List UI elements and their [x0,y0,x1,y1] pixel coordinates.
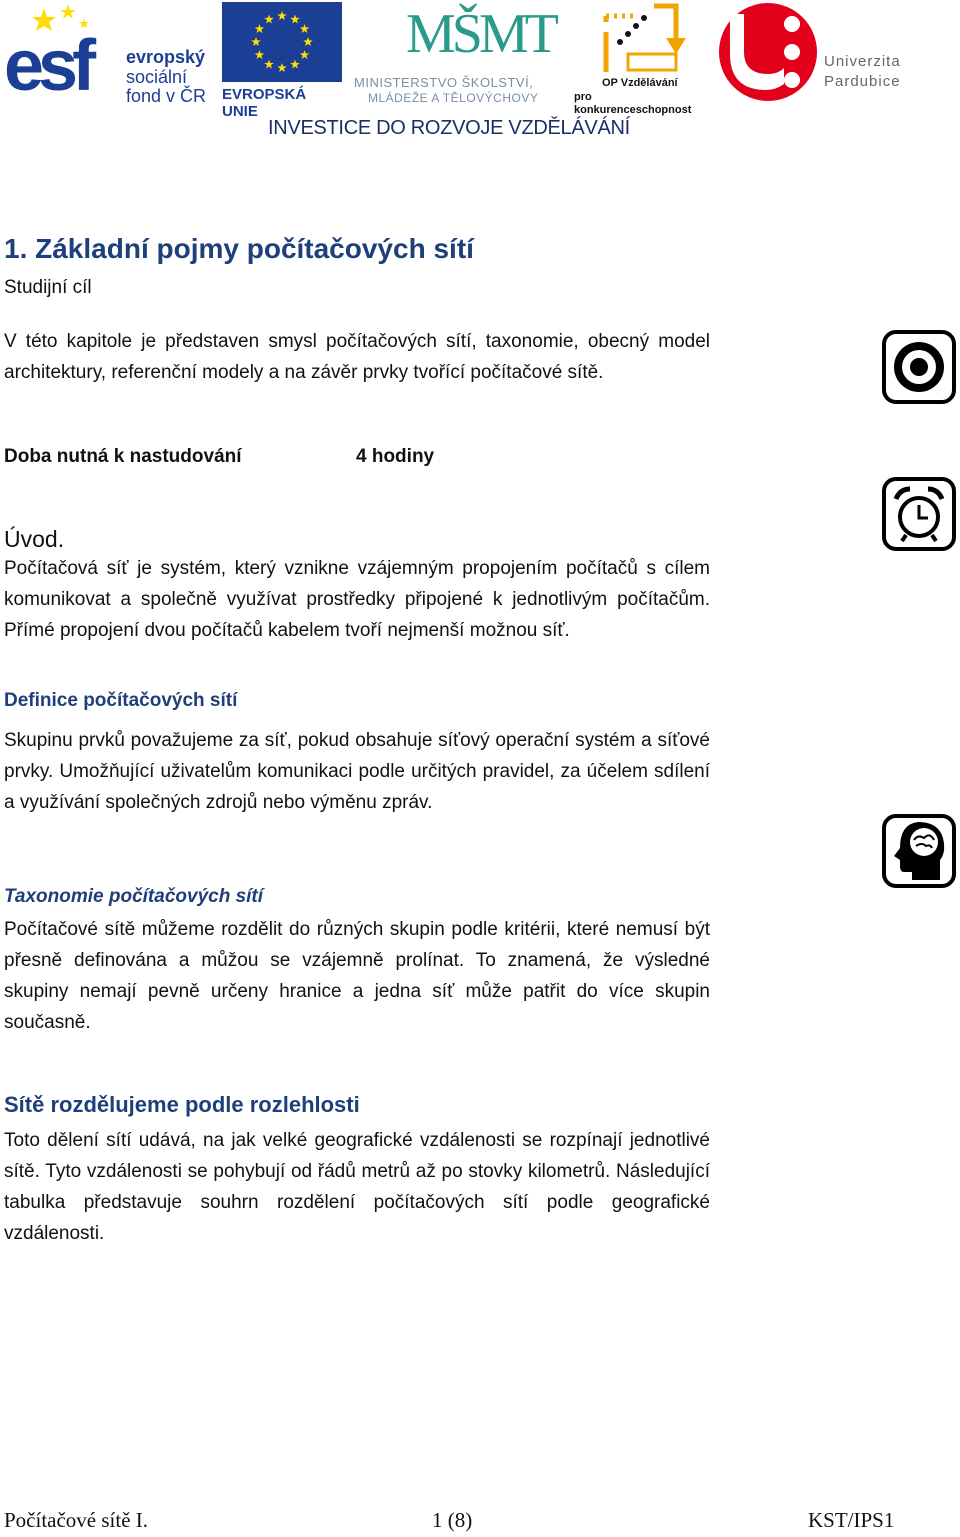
doba-label: Doba nutná k nastudování [4,446,242,467]
up-line-1: Univerzita [824,53,901,70]
slogan: INVESTICE DO ROZVOJE VZDĚLÁVÁNÍ [268,117,630,139]
esf-line-3: fond v ČR [126,86,207,106]
eu-star [290,15,300,24]
msmt-monogram: MŠMT [406,3,555,65]
page-title: 1. Základní pojmy počítačových sítí [4,233,474,264]
studijni-cil-label: Studijní cíl [4,277,92,298]
eu-label: EVROPSKÁ UNIE [222,86,307,120]
eu-stars-icon [222,2,342,82]
eu-star [255,24,265,33]
esf-line-1: evropský [126,47,206,67]
definice-text: Skupinu prvků považujeme za síť, pokud obsahuje síťový operační systém a síťové prvky. Umožňující uživatelům komunikaci podle určitých pravidel, za účelem sdílení a využívání společných zdrojů nebo výměnu zpráv. [4,730,710,813]
esf-logo [2,2,214,104]
up-logo [718,2,918,104]
taxonomie-text: Počítačové sítě můžeme rozdělit do různých skupin podle kritérii, které nemusí být přesně definována a můžou se vzájemně prolínat. To znamená, že výsledné skupiny nemají pevně určeny hranice a jedna síť může patřit do více skupin současně. [4,919,710,1033]
eu-star [264,60,274,69]
op-arrow-icon [598,2,688,74]
header-logos [0,0,960,150]
uvod-heading: Úvod. [4,526,65,552]
up-line-2: Pardubice [824,73,901,90]
eu-star [290,60,300,69]
brain-head-icon [882,814,956,888]
doba-value: 4 hodiny [356,446,435,467]
eu-star [264,15,274,24]
eu-star [277,11,287,20]
eu-star [255,50,265,59]
definice-heading: Definice počítačových sítí [4,690,238,711]
alarm-clock-icon [882,477,956,551]
rozlehlost-text: Toto dělení sítí udává, na jak velké geografické vzdálenosti se rozpínají jednotlivé sítě. Tyto vzdálenosti se pohybují od řádů metrů až po stovky kilometrů. Následující tabulka představuje souhrn rozdělení počítačových sítí podle geografické vzdálenosti. [4,1130,710,1244]
eu-star [251,37,261,46]
esf-letters: esf [4,26,91,106]
eu-star [277,63,287,72]
footer-left: Počítačové sítě I. [4,1508,149,1532]
msmt-line-2: MLÁDEŽE A TĚLOVÝCHOVY [368,91,539,105]
eu-star [300,50,310,59]
msmt-line-1: MINISTERSTVO ŠKOLSTVÍ, [354,75,534,90]
eu-star [303,37,313,46]
rozlehlost-heading: Sítě rozdělujeme podle rozlehlosti [4,1092,360,1117]
studijni-cil-text: V této kapitole je představen smysl počítačových sítí, taxonomie, obecný model architektury, referenční modely a na závěr prvky tvořící počítačové sítě. [4,331,710,383]
eu-star [300,24,310,33]
eu-flag [222,2,342,82]
op-line-1: OP Vzdělávání [602,77,678,89]
target-icon [882,330,956,404]
up-emblem-icon [718,2,818,102]
eu-logo [222,2,344,120]
uvod-text: Počítačová síť je systém, který vznikne vzájemným propojením počítačů s cílem komunikovat a společně využívat prostředky připojené k jednotlivým počítačům. Přímé propojení dvou počítačů kabelem tvoří nejmenší možnou síť. [4,558,710,641]
op-logo [572,2,708,116]
esf-line-2: sociální [126,67,188,87]
footer-page-number: 1 (8) [432,1508,473,1532]
op-line-2: pro konkurenceschopnost [574,91,692,116]
msmt-logo [354,2,564,104]
footer-right: KST/IPS1 [808,1508,895,1532]
taxonomie-heading: Taxonomie počítačových sítí [4,886,264,907]
